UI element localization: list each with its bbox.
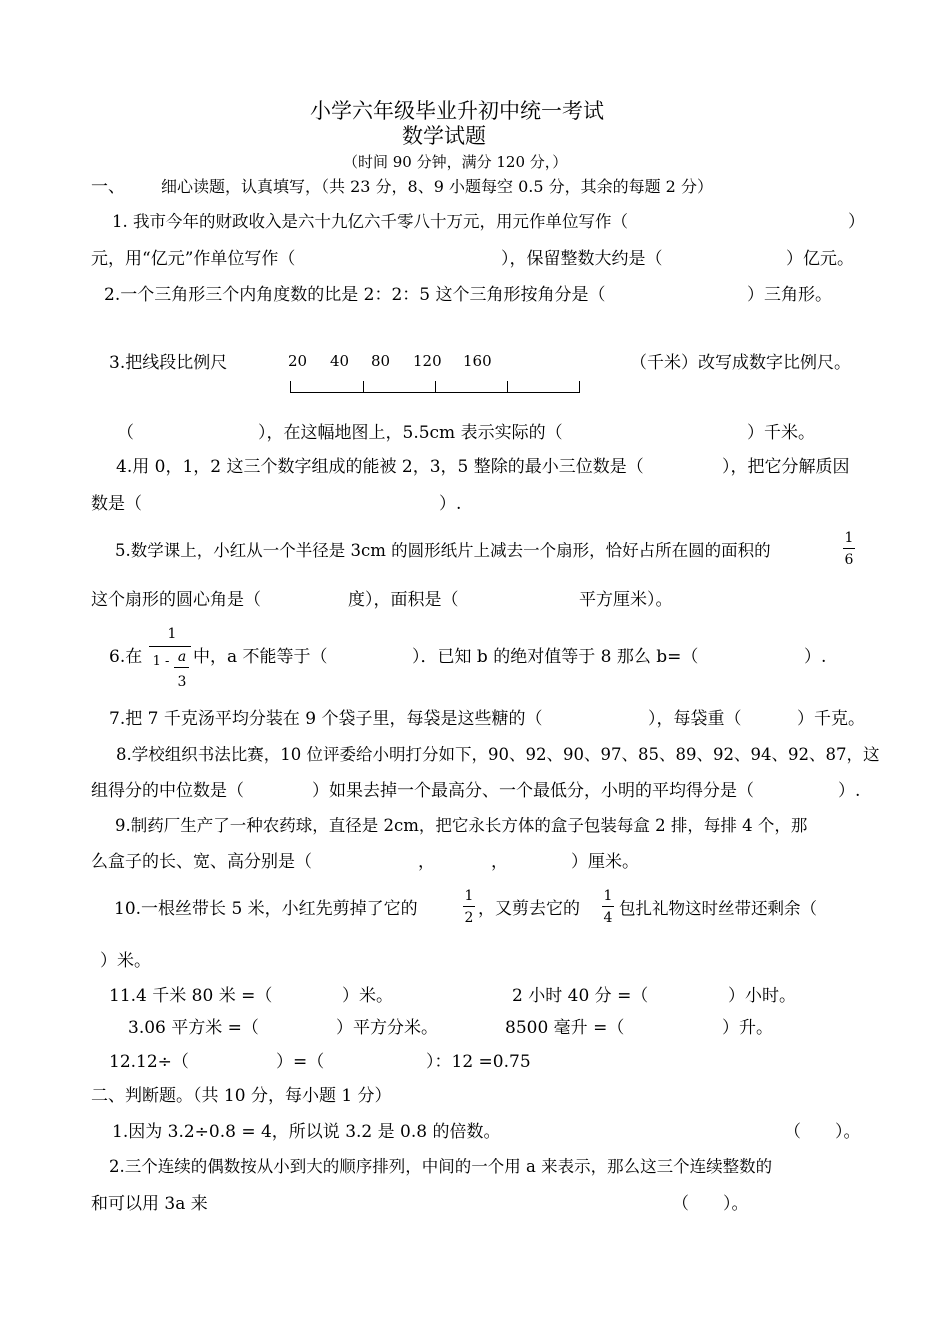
- subject-title: 数学试题: [402, 124, 486, 148]
- q8-line-b-end: ）.: [838, 781, 861, 801]
- exam-title: 小学六年级毕业升初中统一考试: [310, 99, 604, 123]
- q10-text-a: 10.一根丝带长 5 米，小红先剪掉了它的: [114, 899, 418, 919]
- s2-q2-answer-mark: （ ）。: [672, 1194, 749, 1214]
- s2-q2-line-b: 和可以用 3a 来: [91, 1194, 208, 1214]
- q5-line-b-end: 平方厘米）。: [579, 590, 673, 610]
- q5-line-b: 这个扇形的圆心角是（: [91, 590, 261, 610]
- time-note: （时间 90 分钟，满分 120 分，）: [343, 153, 568, 171]
- q4-line-a-end: ），把它分解质因: [722, 457, 850, 477]
- q6-inner-denominator: 3: [177, 674, 187, 690]
- scale-label: 160: [463, 352, 492, 370]
- q11-b2: 8500 毫升 =（: [505, 1018, 625, 1038]
- q5-fraction-bar: [843, 548, 855, 549]
- q2-end: ）三角形。: [747, 285, 832, 305]
- q9-end: ）厘米。: [571, 852, 639, 872]
- q4-line-a: 4.用 0，1，2 这三个数字组成的能被 2，3，5 整除的最小三位数是（: [116, 457, 644, 477]
- q10-fraction-2-bar: [602, 906, 614, 907]
- q3-text-a: 3.把线段比例尺: [109, 353, 228, 373]
- q10-fraction-2-denominator: 4: [603, 910, 613, 926]
- q6-text-b: 中，a 不能等于（: [193, 647, 328, 667]
- q8-line-b-mid: ）如果去掉一个最高分、一个最低分，小明的平均得分是（: [312, 781, 754, 801]
- q7-end: ）千克。: [797, 709, 865, 729]
- q3-b-end: ）千米。: [747, 423, 815, 443]
- q4-line-b-end: ）.: [439, 494, 462, 514]
- q7-text: 7.把 7 千克汤平均分装在 9 个袋子里，每袋是这些糖的（: [109, 709, 543, 729]
- q11-a2-end: ）小时。: [728, 986, 796, 1006]
- scale-label: 80: [371, 352, 391, 370]
- q11-a1: 11.4 千米 80 米 =（: [109, 986, 273, 1006]
- s2-q1-answer-mark: （ ）。: [784, 1122, 861, 1142]
- section1-heading: 细心读题，认真填写，（共 23 分，8、9 小题每空 0.5 分，其余的每题 2 分）: [161, 177, 713, 196]
- q2-text: 2.一个三角形三个内角度数的比是 2：2：5 这个三角形按角分是（: [104, 285, 606, 305]
- q7-mid: ），每袋重（: [648, 709, 742, 729]
- section1-number: 一、: [91, 177, 125, 197]
- q3-b-mid: ），在这幅地图上，5.5cm 表示实际的（: [258, 423, 563, 443]
- q1-line-b-end: ）亿元。: [786, 249, 854, 269]
- q10-line-b: ）米。: [100, 951, 151, 971]
- q6-text-c: ）．已知 b 的绝对值等于 8 那么 b=（: [412, 647, 699, 667]
- q1-line-b: 元，用“亿元”作单位写作（: [91, 249, 296, 269]
- q10-fraction-1-numerator: 1: [464, 888, 474, 904]
- q8-line-b: 组得分的中位数是（: [91, 781, 244, 801]
- section2-heading: 二、判断题。（共 10 分，每小题 1 分）: [91, 1086, 392, 1106]
- q6-inner-fraction-bar: [174, 667, 189, 668]
- q5-line-b-mid: 度），面积是（: [348, 590, 459, 610]
- scale-label: 120: [413, 352, 442, 370]
- q11-a2: 2 小时 40 分 =（: [512, 986, 649, 1006]
- q6-inner-numerator: a: [177, 649, 187, 665]
- scale-label: 20: [288, 352, 308, 370]
- q3-b-open: （: [117, 423, 134, 443]
- q10-text-end: 包扎礼物这时丝带还剩余（: [619, 899, 817, 918]
- q11-b1: 3.06 平方米 =（: [128, 1018, 259, 1038]
- q9-comma: ，: [491, 852, 508, 872]
- q11-a1-end: ）米。: [342, 986, 393, 1006]
- q5-fraction-denominator: 6: [844, 552, 854, 568]
- q12-a: 12.12÷（: [109, 1052, 189, 1072]
- q5-line-a: 5.数学课上，小红从一个半径是 3cm 的圆形纸片上减去一个扇形，恰好占所在圆的面积的: [115, 541, 771, 560]
- q9-line-a: 9.制药厂生产了一种农药球，直径是 2cm，把它永长方体的盒子包装每盒 2 排，每排 4 个，那: [115, 816, 808, 835]
- q12-c: ）：12 =0.75: [426, 1052, 531, 1072]
- q12-b: ）=（: [276, 1052, 325, 1072]
- q6-fraction-numerator: 1: [167, 626, 177, 642]
- q5-fraction-numerator: 1: [844, 530, 854, 546]
- q4-line-b: 数是（: [91, 494, 142, 514]
- q10-fraction-2-numerator: 1: [603, 888, 613, 904]
- q1-line-b-mid: ），保留整数大约是（: [501, 249, 663, 269]
- q1-line-a: 1. 我市今年的财政收入是六十九亿六千零八十万元，用元作单位写作（: [112, 212, 628, 231]
- q10-fraction-1-denominator: 2: [464, 910, 474, 926]
- q8-line-a: 8.学校组织书法比赛，10 位评委给小明打分如下，90、92、90、97、85、89、92、94、92、87，这: [116, 745, 880, 764]
- q10-fraction-1-bar: [463, 906, 475, 907]
- q11-b2-end: ）升。: [722, 1018, 773, 1038]
- q6-fraction-bar: [149, 646, 191, 647]
- q1-line-a-close: ）: [848, 212, 865, 232]
- q10-text-mid: ，又剪去它的: [478, 899, 580, 919]
- s2-q2-line-a: 2.三个连续的偶数按从小到大的顺序排列，中间的一个用 a 来表示，那么这三个连续整数的: [109, 1157, 773, 1176]
- q3-unit-text: （千米）改写成数字比例尺。: [630, 353, 851, 373]
- q9-comma: ，: [418, 852, 435, 872]
- scale-label: 40: [330, 352, 350, 370]
- q11-b1-end: ）平方分米。: [336, 1018, 438, 1038]
- q6-text-a: 6.在: [109, 647, 143, 667]
- q9-line-b: 么盒子的长、宽、高分别是（: [91, 852, 312, 872]
- q6-fraction-den-left: 1 -: [152, 654, 170, 669]
- q6-text-d: ）.: [804, 647, 827, 667]
- s2-q1-text: 1.因为 3.2÷0.8 = 4，所以说 3.2 是 0.8 的倍数。: [112, 1122, 501, 1142]
